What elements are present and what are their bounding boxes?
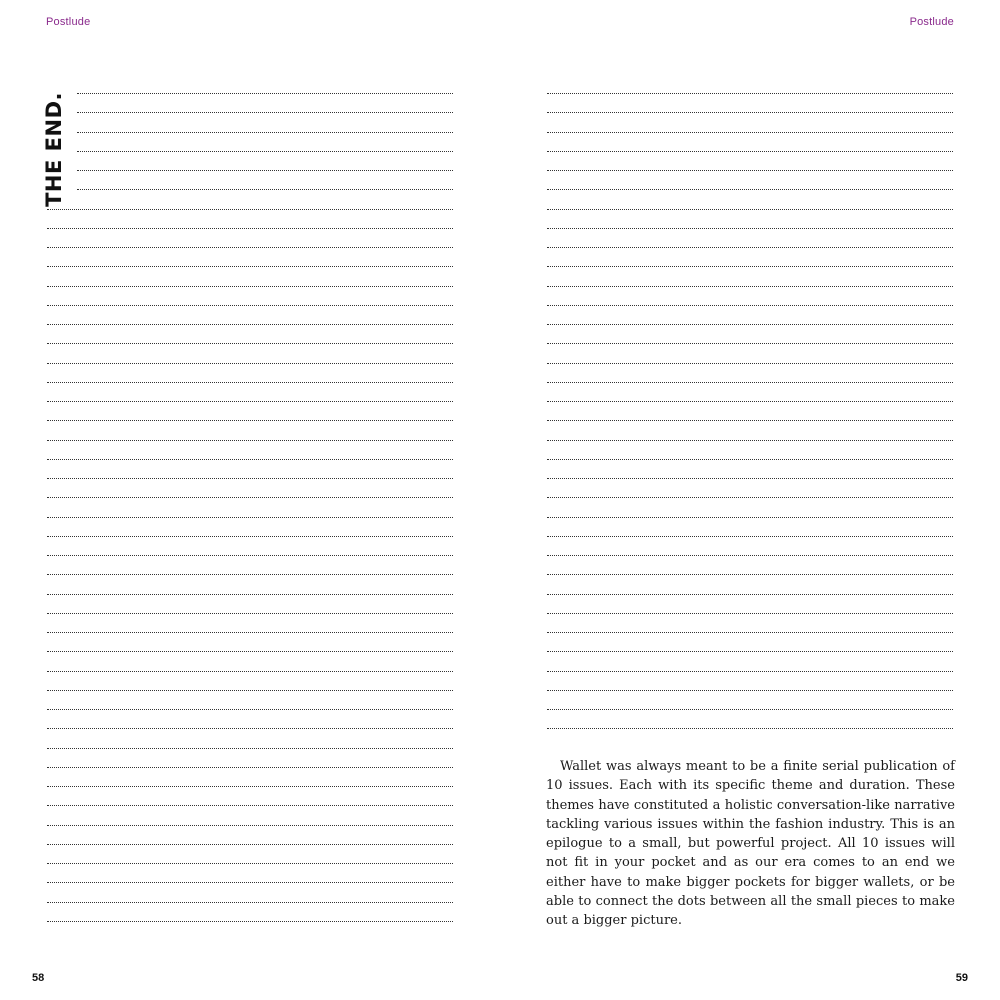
writing-line — [47, 382, 453, 383]
writing-line — [47, 728, 453, 729]
writing-line — [547, 93, 953, 94]
writing-line — [77, 170, 453, 171]
writing-line — [547, 209, 953, 210]
writing-line — [547, 343, 953, 344]
writing-line — [47, 863, 453, 864]
writing-line — [47, 517, 453, 518]
writing-line — [77, 189, 453, 190]
page-title: THE END. — [42, 92, 66, 207]
writing-line — [547, 709, 953, 710]
writing-line — [47, 286, 453, 287]
writing-line — [47, 209, 453, 210]
writing-line — [77, 151, 453, 152]
writing-line — [47, 805, 453, 806]
writing-line — [547, 305, 953, 306]
writing-line — [47, 305, 453, 306]
writing-line — [547, 170, 953, 171]
writing-line — [547, 401, 953, 402]
writing-line — [47, 401, 453, 402]
writing-line — [47, 247, 453, 248]
writing-line — [47, 825, 453, 826]
writing-line — [547, 459, 953, 460]
epilogue-text: Wallet was always meant to be a finite serial publication of 10 issues. Each with its specific theme and duration. These themes have constituted a holistic conversation-like narrative tackling various issues within the fashion industry. This is an epilogue to a small, but powerful project. All 10 issues will not fit in your pocket and as our era comes to an end we either have to make bigger pockets for bigger wallets, or be able to connect the dots between all the small pieces to make out a bigger picture. — [546, 759, 955, 929]
running-head-right: Postlude — [909, 16, 954, 28]
writing-line — [47, 594, 453, 595]
writing-line — [47, 363, 453, 364]
writing-line — [547, 286, 953, 287]
page-number-left: 58 — [32, 972, 45, 984]
writing-line — [47, 902, 453, 903]
writing-line — [547, 671, 953, 672]
writing-line — [77, 132, 453, 133]
writing-line — [77, 93, 453, 94]
writing-line — [47, 671, 453, 672]
writing-line — [547, 266, 953, 267]
writing-line — [47, 844, 453, 845]
writing-line — [47, 786, 453, 787]
writing-line — [47, 921, 453, 922]
writing-line — [47, 574, 453, 575]
writing-line — [47, 555, 453, 556]
writing-line — [547, 517, 953, 518]
writing-line — [47, 343, 453, 344]
writing-line — [547, 324, 953, 325]
writing-line — [547, 574, 953, 575]
writing-line — [547, 228, 953, 229]
writing-line — [547, 112, 953, 113]
writing-line — [47, 632, 453, 633]
writing-line — [47, 882, 453, 883]
writing-line — [547, 594, 953, 595]
writing-line — [47, 536, 453, 537]
writing-line — [47, 324, 453, 325]
writing-line — [47, 420, 453, 421]
writing-line — [47, 478, 453, 479]
writing-line — [547, 363, 953, 364]
writing-line — [547, 440, 953, 441]
writing-line — [547, 536, 953, 537]
page-number-right: 59 — [955, 972, 968, 984]
writing-line — [547, 478, 953, 479]
writing-line — [547, 555, 953, 556]
writing-line — [547, 382, 953, 383]
writing-line — [47, 767, 453, 768]
writing-line — [547, 651, 953, 652]
writing-line — [547, 632, 953, 633]
running-head-left: Postlude — [46, 16, 91, 28]
writing-line — [47, 748, 453, 749]
writing-line — [47, 266, 453, 267]
writing-line — [547, 497, 953, 498]
writing-line — [547, 151, 953, 152]
writing-line — [47, 459, 453, 460]
writing-line — [47, 497, 453, 498]
writing-line — [47, 651, 453, 652]
writing-line — [547, 420, 953, 421]
writing-line — [77, 112, 453, 113]
writing-line — [547, 247, 953, 248]
writing-line — [547, 613, 953, 614]
writing-line — [47, 440, 453, 441]
writing-line — [547, 690, 953, 691]
writing-line — [47, 690, 453, 691]
writing-line — [547, 132, 953, 133]
writing-line — [47, 613, 453, 614]
writing-line — [47, 709, 453, 710]
writing-line — [47, 228, 453, 229]
writing-line — [547, 728, 953, 729]
writing-line — [547, 189, 953, 190]
